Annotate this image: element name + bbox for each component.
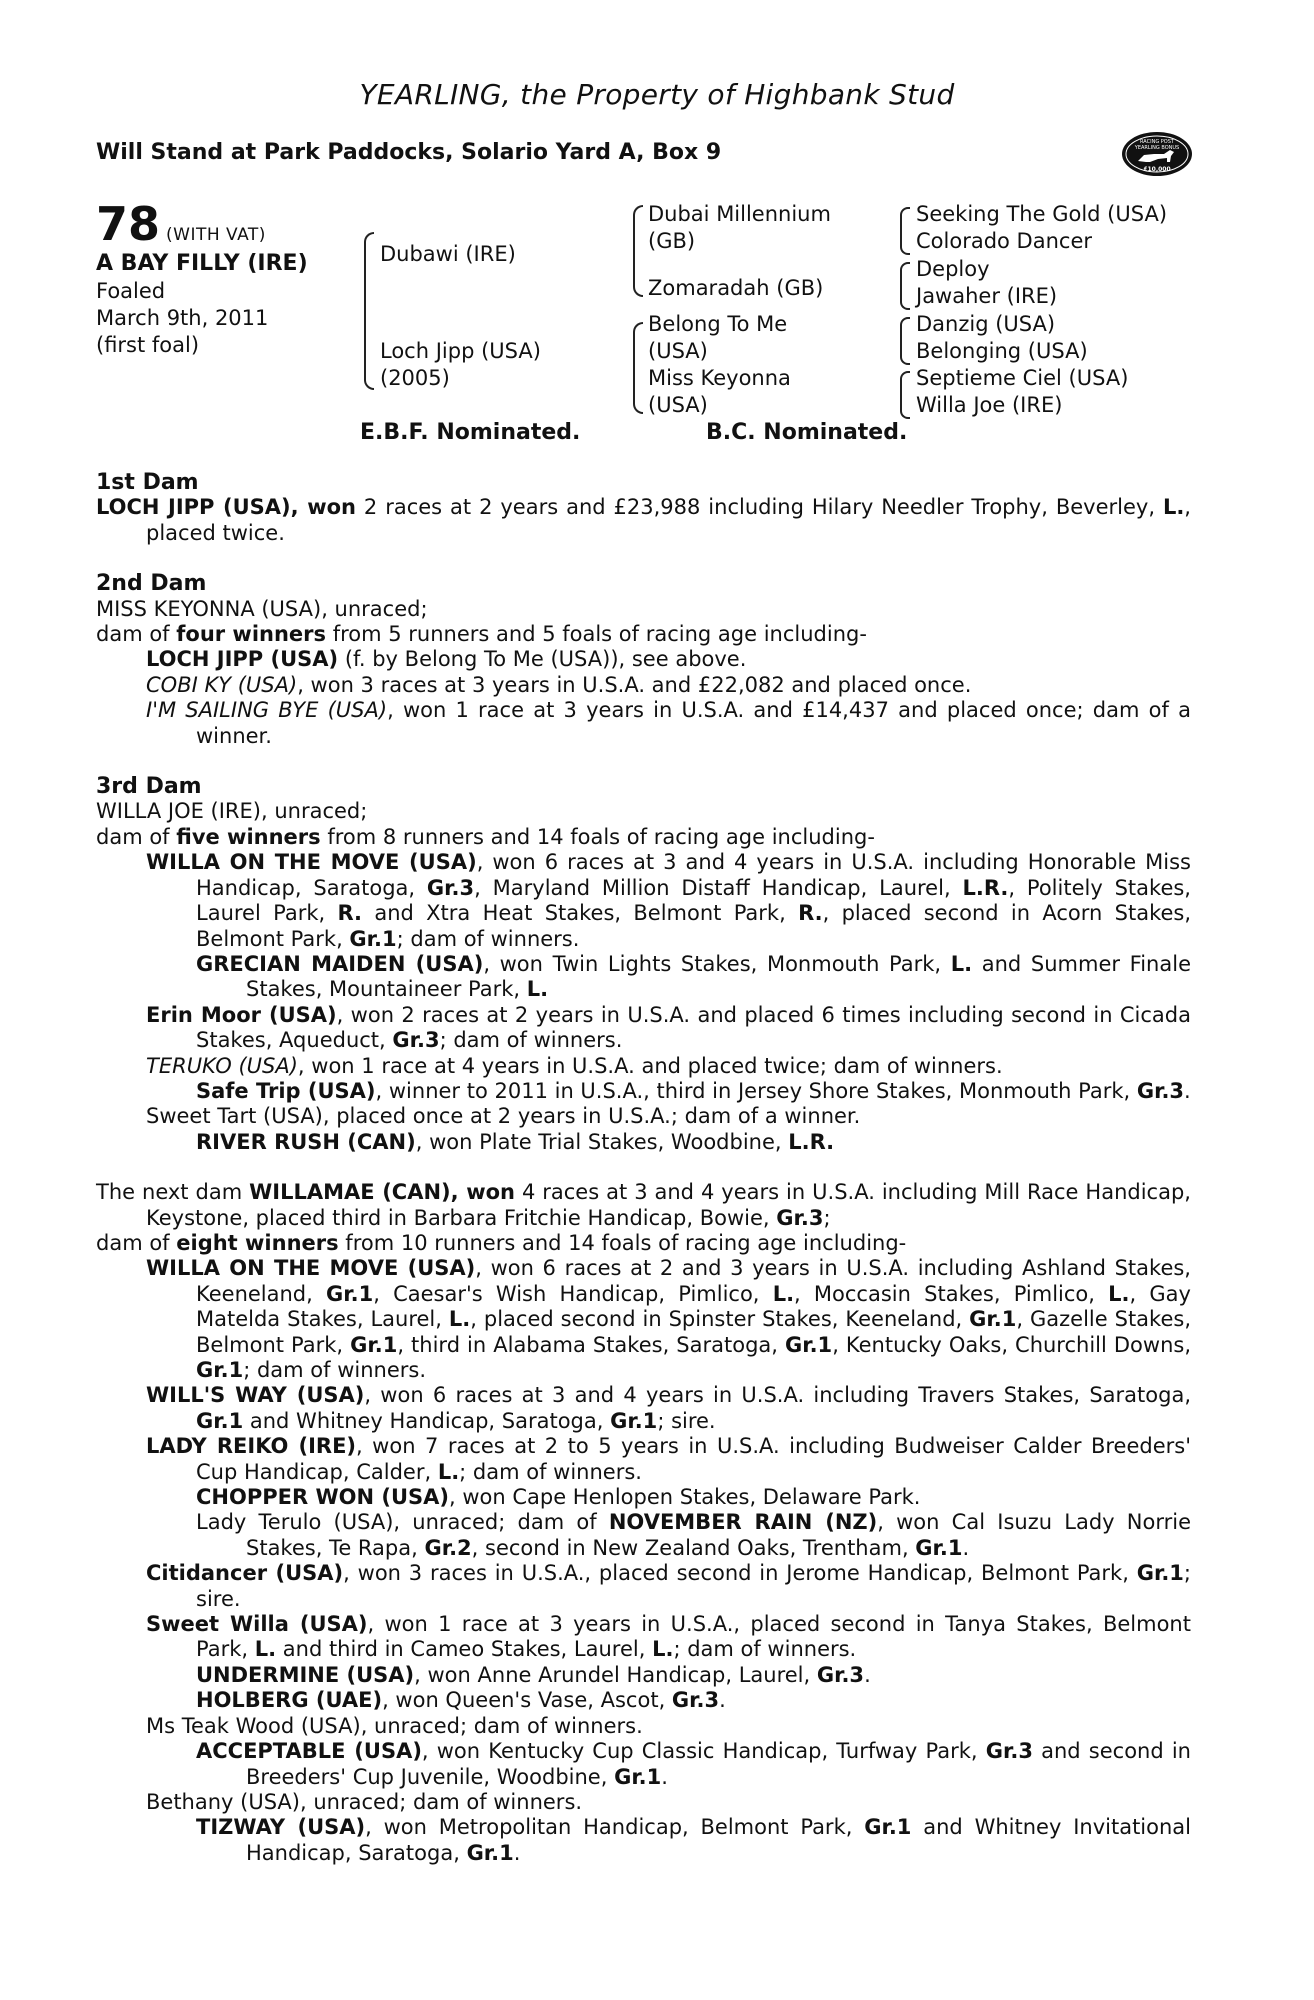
lot-name: A BAY FILLY (IRE): [96, 251, 308, 276]
dam-of-label: dam of: [96, 824, 177, 849]
lot-foaled: Foaled: [96, 279, 166, 303]
list-item: Bethany (USA), unraced; dam of winners.: [146, 1789, 583, 1814]
horse-name: Safe Trip (USA): [196, 1078, 376, 1103]
first-dam-text: 2 races at 2 years and £23,988 including Hilary Needler Trophy, Beverley,: [355, 495, 1163, 520]
horse-record: , won 1 race at 3 years in U.S.A. and £14,437 and placed once; dam of a winner.: [196, 698, 1191, 748]
dam-of-detail: from 8 runners and 14 foals of racing age including-: [320, 824, 875, 849]
brace-main: [364, 232, 374, 390]
yearling-bonus-badge: [1120, 128, 1194, 178]
list-item: [96, 698, 1191, 749]
winners-count: four winners: [176, 622, 327, 647]
first-dam-title: 1st Dam: [96, 470, 199, 495]
horse-record: (f. by Belong To Me (USA)), see above.: [338, 647, 747, 672]
dam-sire-sire: Danzig (USA): [916, 312, 1056, 336]
list-item: CHOPPER WON (USA), won Cape Henlopen Stakes, Delaware Park.: [196, 1485, 921, 1510]
horse-name: TERUKO (USA): [146, 1053, 298, 1078]
list-item: Ms Teak Wood (USA), unraced; dam of winners.: [146, 1713, 643, 1738]
horse-name: NOVEMBER RAIN (NZ): [608, 1510, 878, 1535]
stand-location: Will Stand at Park Paddocks, Solario Yard A, Box 9: [96, 140, 722, 165]
lot-vat: (WITH VAT): [166, 225, 266, 245]
list-item: WILLA ON THE MOVE (USA), won 6 races at 2 and 3 years in U.S.A. including Ashland Stakes, Keeneland, Gr.1, Caesar's Wish Handicap, Pimlico, L., Moccasin Stakes, Pimlico, L., Gay Matelda Stakes, Laurel, L., placed second in Spinster Stakes, Keeneland, Gr.1, Gazelle Stakes, Belmont Park, Gr.1, third in Alabama Stakes, Saratoga, Gr.1, Kentucky Oaks, Churchill Downs, Gr.1; dam of winners.: [146, 1256, 1192, 1382]
horse-logo-icon: [1120, 128, 1194, 178]
list-item: RIVER RUSH (CAN), won Plate Trial Stakes, Woodbine, L.R.: [196, 1129, 835, 1154]
list-item: WILL'S WAY (USA), won 6 races at 3 and 4 years in U.S.A. including Travers Stakes, Saratoga, Gr.1 and Whitney Handicap, Saratoga, Gr.1; sire.: [146, 1383, 1191, 1433]
third-dam-title: 3rd Dam: [96, 774, 202, 800]
list-item: Sweet Tart (USA), placed once at 2 years in U.S.A.; dam of a winner.: [146, 1104, 861, 1129]
sire-dam: Zomaradah (GB): [648, 276, 824, 300]
brace-sire: [633, 205, 643, 297]
first-dam-grade: L.: [1162, 495, 1185, 520]
horse-name: HOLBERG (UAE): [196, 1688, 383, 1713]
horse-name: CHOPPER WON (USA): [196, 1485, 449, 1510]
ebf-nominated: E.B.F. Nominated.: [360, 420, 581, 445]
dam-of-label: dam of: [96, 1230, 177, 1255]
sire-sire-sire: Seeking The Gold (USA): [916, 202, 1168, 226]
first-dam-tail: , placed twice.: [146, 495, 1191, 545]
horse-name: WILLAMAE (CAN), won: [249, 1180, 515, 1205]
horse-name: WILL'S WAY (USA): [146, 1383, 365, 1408]
winners-count: eight winners: [176, 1230, 339, 1255]
dam-sire-line-1: Belong To Me: [648, 312, 788, 336]
dam-dam-sire: Septieme Ciel (USA): [916, 366, 1129, 390]
list-item: Sweet Willa (USA), won 1 race at 3 years in U.S.A., placed second in Tanya Stakes, Belmont Park, L. and third in Cameo Stakes, Laurel, L.; dam of winners.: [146, 1612, 1191, 1662]
dam-dam-dam: Willa Joe (IRE): [916, 393, 1063, 417]
list-item: TERUKO (USA), won 1 race at 4 years in U.S.A. and placed twice; dam of winners.: [146, 1053, 1003, 1078]
horse-name: LOCH JIPP (USA): [146, 647, 339, 672]
dam-dam-line-1: Miss Keyonna: [648, 366, 791, 390]
brace-dd: [900, 371, 910, 419]
first-dam-name: LOCH JIPP (USA), won: [96, 495, 356, 520]
brace-sd: [900, 262, 910, 310]
horse-name: ACCEPTABLE (USA): [196, 1739, 422, 1764]
horse-name: GRECIAN MAIDEN (USA): [196, 951, 484, 976]
list-item: [96, 647, 1191, 672]
list-item: [96, 673, 1191, 698]
list-item: GRECIAN MAIDEN (USA), won Twin Lights Stakes, Monmouth Park, L. and Summer Finale Stakes, Mountaineer Park, L.: [196, 951, 1191, 1002]
badge-line-2: YEARLING BONUS: [1134, 145, 1180, 151]
list-item: UNDERMINE (USA), won Anne Arundel Handicap, Laurel, Gr.3.: [196, 1662, 871, 1687]
dam-dam-line-2: (USA): [648, 393, 708, 417]
lot-info: [96, 197, 308, 359]
badge-line-3: £10,000: [1143, 166, 1171, 173]
second-dam-intro: MISS KEYONNA (USA), unraced;: [96, 596, 428, 621]
brace-ss: [900, 207, 910, 255]
dam-sire-line-2: (USA): [648, 339, 708, 363]
next-dam-entry: The next dam WILLAMAE (CAN), won 4 races at 3 and 4 years in U.S.A. including Mill Race Handicap, Keystone, placed third in Barbara Fritchie Handicap, Bowie, Gr.3;: [96, 1180, 1191, 1230]
dam-of-label: dam of: [96, 622, 177, 647]
dam-line-1: Loch Jipp (USA): [380, 339, 541, 363]
brace-ds: [900, 317, 910, 365]
horse-name: TIZWAY (USA): [196, 1815, 366, 1840]
horse-name: WILLA ON THE MOVE (USA): [146, 850, 477, 875]
lot-number: 78: [96, 197, 161, 251]
third-dam-produce: [96, 825, 1191, 850]
lot-note: (first foal): [96, 333, 200, 357]
page-title: YEARLING, the Property of Highbank Stud: [359, 78, 955, 111]
list-item: Citidancer (USA), won 3 races in U.S.A., placed second in Jerome Handicap, Belmont Park, Gr.1; sire.: [146, 1561, 1191, 1611]
dam-line-2: (2005): [380, 366, 450, 390]
badge-line-1: RACING POST: [1140, 139, 1174, 145]
list-item: Erin Moor (USA), won 2 races at 2 years in U.S.A. and placed 6 times including second in Cicada Stakes, Aqueduct, Gr.3; dam of winners.: [146, 1002, 1191, 1053]
sire-dam-sire: Deploy: [916, 257, 990, 281]
sire: Dubawi (IRE): [380, 242, 516, 266]
horse-name: UNDERMINE (USA): [196, 1662, 415, 1687]
winners-count: five winners: [176, 824, 321, 849]
horse-record: , won 3 races at 3 years in U.S.A. and £22,082 and placed once.: [297, 672, 972, 697]
sire-sire-dam: Colorado Dancer: [916, 229, 1092, 253]
dam-of-detail: from 10 runners and 14 foals of racing age including-: [338, 1230, 907, 1255]
list-item: TIZWAY (USA), won Metropolitan Handicap, Belmont Park, Gr.1 and Whitney Invitational Handicap, Saratoga, Gr.1.: [196, 1815, 1191, 1865]
next-dam-produce: [96, 1231, 1191, 1256]
horse-name: RIVER RUSH (CAN): [196, 1129, 416, 1154]
lot-date: March 9th, 2011: [96, 306, 269, 330]
second-dam-produce: [96, 622, 1191, 647]
third-dam-intro: WILLA JOE (IRE), unraced;: [96, 799, 368, 824]
horse-name: WILLA ON THE MOVE (USA): [146, 1256, 476, 1281]
brace-dam: [633, 322, 643, 414]
list-item: LADY REIKO (IRE), won 7 races at 2 to 5 years in U.S.A. including Budweiser Calder Breeders' Cup Handicap, Calder, L.; dam of winners.: [146, 1434, 1191, 1484]
horse-name: Erin Moor (USA): [146, 1002, 337, 1027]
next-dam-lead: The next dam: [96, 1180, 250, 1205]
horse-name: Citidancer (USA): [146, 1561, 344, 1586]
list-item: Safe Trip (USA), winner to 2011 in U.S.A., third in Jersey Shore Stakes, Monmouth Park, Gr.3.: [196, 1078, 1191, 1103]
first-dam-entry: [96, 495, 1191, 546]
horse-name: Sweet Willa (USA): [146, 1612, 368, 1637]
catalogue-body: [96, 470, 1191, 1866]
list-item: Lady Terulo (USA), unraced; dam of NOVEMBER RAIN (NZ), won Cal Isuzu Lady Norrie Stakes, Te Rapa, Gr.2, second in New Zealand Oaks, Trentham, Gr.1.: [196, 1510, 1191, 1560]
sire-sire-line-2: (GB): [648, 229, 696, 253]
list-item: WILLA ON THE MOVE (USA), won 6 races at 3 and 4 years in U.S.A. including Honorable Miss Handicap, Saratoga, Gr.3, Maryland Million Distaff Handicap, Laurel, L.R., Politely Stakes, Laurel Park, R. and Xtra Heat Stakes, Belmont Park, R., placed second in Acorn Stakes, Belmont Park, Gr.1; dam of winners.: [146, 850, 1192, 951]
second-dam-title: 2nd Dam: [96, 571, 207, 597]
horse-name: COBI KY (USA): [146, 672, 298, 697]
bc-nominated: B.C. Nominated.: [706, 420, 908, 445]
dam-of-detail: from 5 runners and 5 foals of racing age including-: [326, 622, 867, 647]
list-item: ACCEPTABLE (USA), won Kentucky Cup Classic Handicap, Turfway Park, Gr.3 and second in Breeders' Cup Juvenile, Woodbine, Gr.1.: [196, 1739, 1191, 1789]
dam-sire-dam: Belonging (USA): [916, 339, 1088, 363]
sire-sire-line-1: Dubai Millennium: [648, 202, 831, 226]
horse-name: LADY REIKO (IRE): [146, 1434, 357, 1459]
sire-dam-dam: Jawaher (IRE): [916, 284, 1058, 308]
list-item: HOLBERG (UAE), won Queen's Vase, Ascot, Gr.3.: [196, 1688, 726, 1713]
horse-name: I'M SAILING BYE (USA): [146, 698, 388, 723]
